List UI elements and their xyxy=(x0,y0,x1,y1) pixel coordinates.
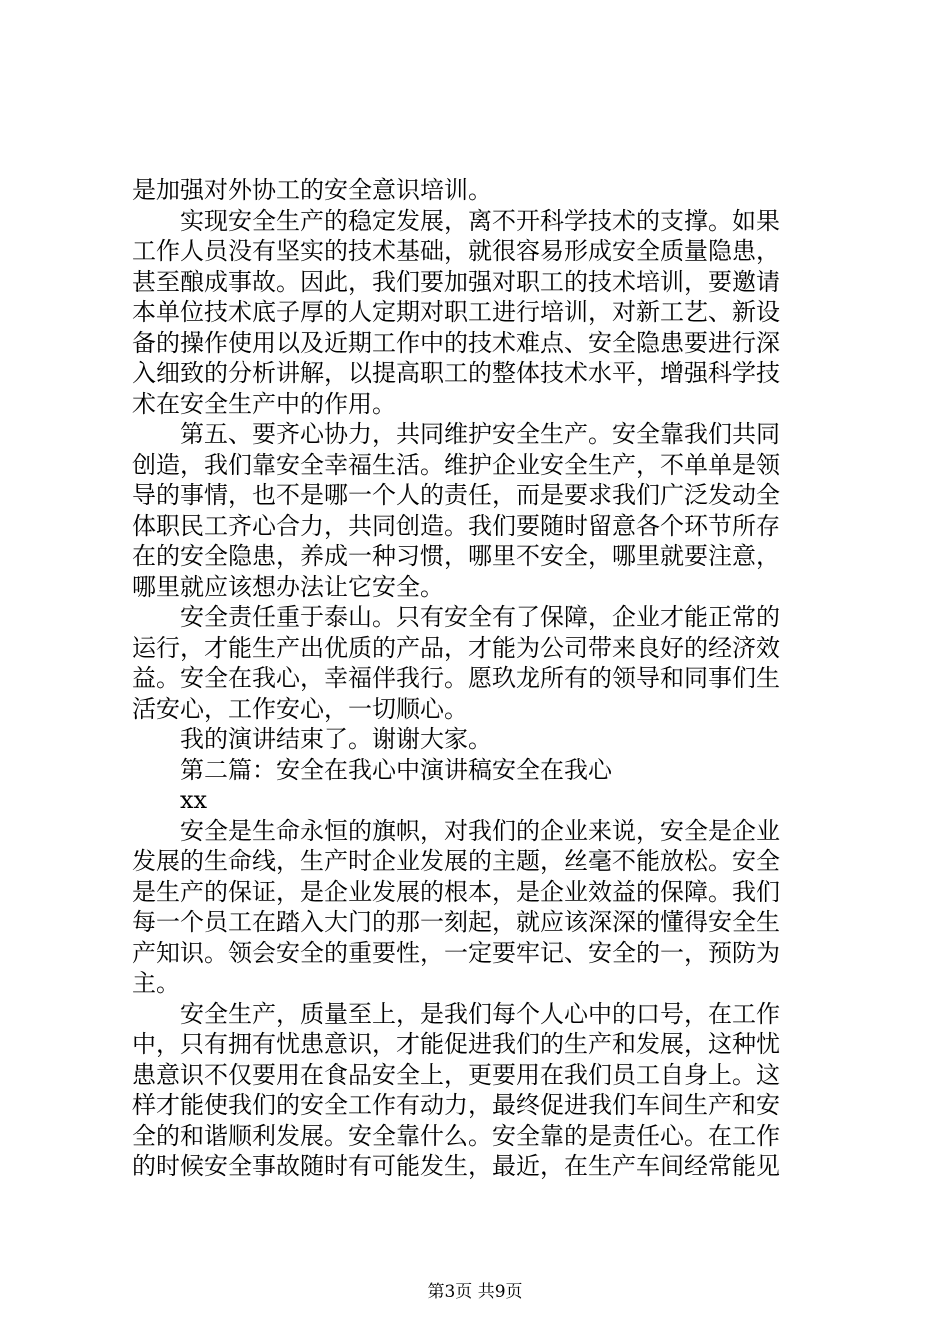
text-line: 第五、要齐心协力，共同维护安全生产。安全靠我们共同 xyxy=(180,420,780,448)
text-line: 甚至酿成事故。因此，我们要加强对职工的技术培训，要邀请 xyxy=(132,267,780,296)
text-line: 体职民工齐心合力，共同创造。我们要随时留意各个环节所存 xyxy=(132,511,780,540)
text-line: 样才能使我们的安全工作有动力，最终促进我们车间生产和安 xyxy=(132,1091,780,1119)
section-heading: 第二篇：安全在我心中演讲稿安全在我心 xyxy=(180,755,612,784)
text-line: 安全生产，质量至上，是我们每个人心中的口号，在工作 xyxy=(180,999,780,1028)
text-line: 活安心，工作安心，一切顺心。 xyxy=(132,694,468,723)
text-line: 中，只有拥有忧患意识，才能促进我们的生产和发展，这种忧 xyxy=(132,1030,780,1058)
page-number-footer: 第3页 共9页 xyxy=(427,1282,523,1302)
text-line: 安全责任重于泰山。只有安全有了保障，企业才能正常的 xyxy=(180,603,780,631)
text-line: 产知识。领会安全的重要性，一定要牢记、安全的一，预防为 xyxy=(132,938,780,967)
text-line: 发展的生命线，生产时企业发展的主题，丝毫不能放松。安全 xyxy=(132,847,780,875)
text-line: xx xyxy=(180,786,208,814)
text-line: 全的和谐顺利发展。安全靠什么。安全靠的是责任心。在工作 xyxy=(132,1121,780,1150)
text-line: 入细致的分析讲解，以提高职工的整体技术水平，增强科学技 xyxy=(132,359,780,387)
text-line: 术在安全生产中的作用。 xyxy=(132,389,396,418)
text-line: 导的事情，也不是哪一个人的责任，而是要求我们广泛发动全 xyxy=(132,481,780,509)
text-line: 实现安全生产的稳定发展，离不开科学技术的支撑。如果 xyxy=(180,206,780,235)
text-line: 的时候安全事故随时有可能发生，最近，在生产车间经常能见 xyxy=(132,1152,780,1180)
text-line: 我的演讲结束了。谢谢大家。 xyxy=(180,725,492,753)
text-line: 哪里就应该想办法让它安全。 xyxy=(132,572,444,601)
text-line: 本单位技术底子厚的人定期对职工进行培训，对新工艺、新设 xyxy=(132,298,780,326)
text-line: 工作人员没有坚实的技术基础，就很容易形成安全质量隐患， xyxy=(132,237,780,265)
text-line: 是加强对外协工的安全意识培训。 xyxy=(132,176,492,204)
text-line: 在的安全隐患，养成一种习惯，哪里不安全，哪里就要注意， xyxy=(132,542,780,570)
text-line: 是生产的保证，是企业发展的根本，是企业效益的保障。我们 xyxy=(132,877,780,906)
text-line: 主。 xyxy=(132,969,180,997)
text-line: 每一个员工在踏入大门的那一刻起，就应该深深的懂得安全生 xyxy=(132,908,780,936)
text-line: 安全是生命永恒的旗帜，对我们的企业来说，安全是企业 xyxy=(180,816,780,845)
text-line: 患意识不仅要用在食品安全上，更要用在我们员工自身上。这 xyxy=(132,1060,780,1089)
text-line: 备的操作使用以及近期工作中的技术难点、安全隐患要进行深 xyxy=(132,328,780,357)
text-line: 运行，才能生产出优质的产品，才能为公司带来良好的经济效 xyxy=(132,633,780,662)
text-line: 益。安全在我心，幸福伴我行。愿玖龙所有的领导和同事们生 xyxy=(132,664,780,692)
text-line: 创造，我们靠安全幸福生活。维护企业安全生产，不单单是领 xyxy=(132,450,780,479)
